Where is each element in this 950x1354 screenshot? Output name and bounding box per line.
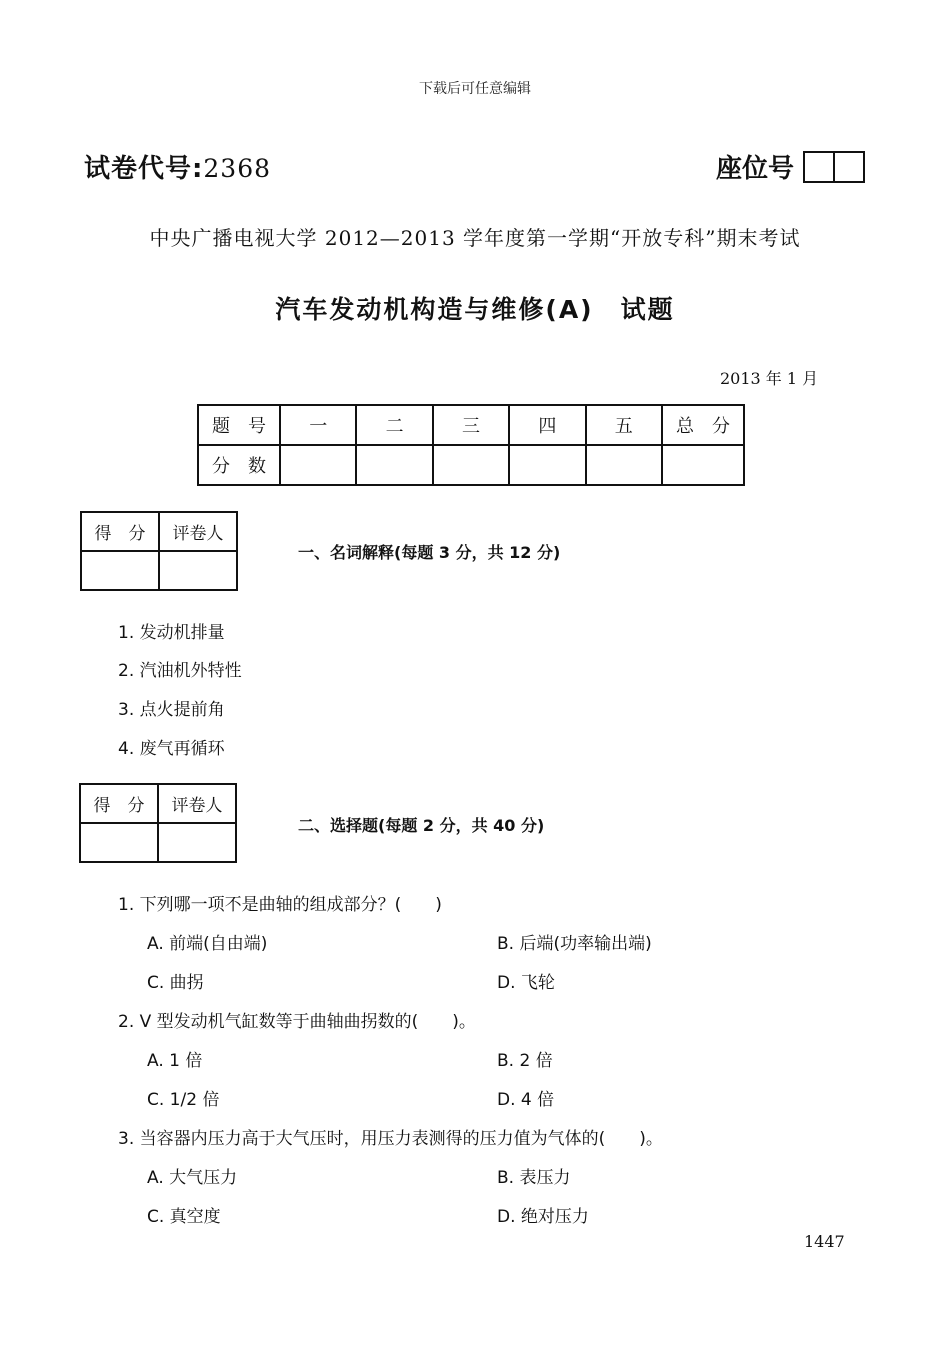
score-cell [433, 445, 509, 485]
grader-box-section2 [79, 783, 237, 863]
grader-score-label: 得 分 [81, 512, 159, 551]
section1-item-2: 2. 汽油机外特性 [118, 661, 242, 681]
score-cell [586, 445, 662, 485]
score-table-col-5: 五 [586, 405, 662, 445]
grader-score-label: 得 分 [80, 784, 158, 823]
grader-name-cell [159, 551, 237, 590]
page-number: 1447 [804, 1232, 845, 1251]
grader-label: 评卷人 [158, 784, 236, 823]
question-2-option-b: B. 2 倍 [497, 1051, 553, 1071]
grader-label: 评卷人 [159, 512, 237, 551]
question-1-option-d: D. 飞轮 [497, 973, 555, 993]
question-2-option-d: D. 4 倍 [497, 1090, 555, 1110]
question-1-option-a: A. 前端(自由端) [147, 934, 268, 954]
score-table-header-label: 题 号 [198, 405, 280, 445]
seat-number-label: 座位号 [716, 154, 795, 184]
question-1-option-c: C. 曲拐 [147, 973, 204, 993]
score-table-total: 总 分 [662, 405, 744, 445]
question-2-option-c: C. 1/2 倍 [147, 1090, 220, 1110]
question-3-option-b: B. 表压力 [497, 1168, 571, 1188]
grader-box-section1 [80, 511, 238, 591]
score-table-col-3: 三 [433, 405, 509, 445]
exam-code [84, 148, 271, 185]
score-table-header-row [198, 405, 744, 445]
question-2-stem: 2. V 型发动机气缸数等于曲轴曲拐数的( )。 [118, 1012, 476, 1032]
score-table-col-2: 二 [356, 405, 432, 445]
question-2-option-a: A. 1 倍 [147, 1051, 203, 1071]
section1-item-1: 1. 发动机排量 [118, 623, 225, 643]
score-cell [509, 445, 585, 485]
question-3-stem: 3. 当容器内压力高于大气压时，用压力表测得的压力值为气体的( )。 [118, 1129, 663, 1149]
score-table-col-4: 四 [509, 405, 585, 445]
section2-heading: 二、选择题(每题 2 分，共 40 分) [298, 816, 545, 835]
seat-number-box [803, 151, 865, 183]
score-table-col-1: 一 [280, 405, 356, 445]
grader-score-cell [81, 551, 159, 590]
question-3-option-a: A. 大气压力 [147, 1168, 238, 1188]
university-line: 中央广播电视大学 2012—2013 学年度第一学期“开放专科”期末考试 [149, 226, 801, 250]
section1-item-4: 4. 废气再循环 [118, 739, 225, 759]
section1-heading: 一、名词解释(每题 3 分，共 12 分) [298, 543, 561, 562]
question-1-option-b: B. 后端(功率输出端) [497, 934, 652, 954]
score-table-score-row [198, 445, 744, 485]
question-3-option-d: D. 绝对压力 [497, 1207, 589, 1227]
question-3-option-c: C. 真空度 [147, 1207, 221, 1227]
watermark: 下载后可任意编辑 [419, 81, 531, 97]
score-cell [356, 445, 432, 485]
exam-date: 2013 年 1 月 [720, 369, 819, 388]
question-1-stem: 1. 下列哪一项不是曲轴的组成部分？( ) [118, 895, 442, 915]
grader-name-cell [158, 823, 236, 862]
exam-code-label: 试卷代号: [84, 154, 204, 184]
grader-score-cell [80, 823, 158, 862]
exam-code-value: 2368 [203, 154, 272, 183]
exam-title: 汽车发动机构造与维修(A) 试题 [275, 295, 675, 324]
section1-item-3: 3. 点火提前角 [118, 700, 225, 720]
score-table [197, 404, 745, 486]
score-cell [662, 445, 744, 485]
score-cell [280, 445, 356, 485]
score-table-score-label: 分 数 [198, 445, 280, 485]
